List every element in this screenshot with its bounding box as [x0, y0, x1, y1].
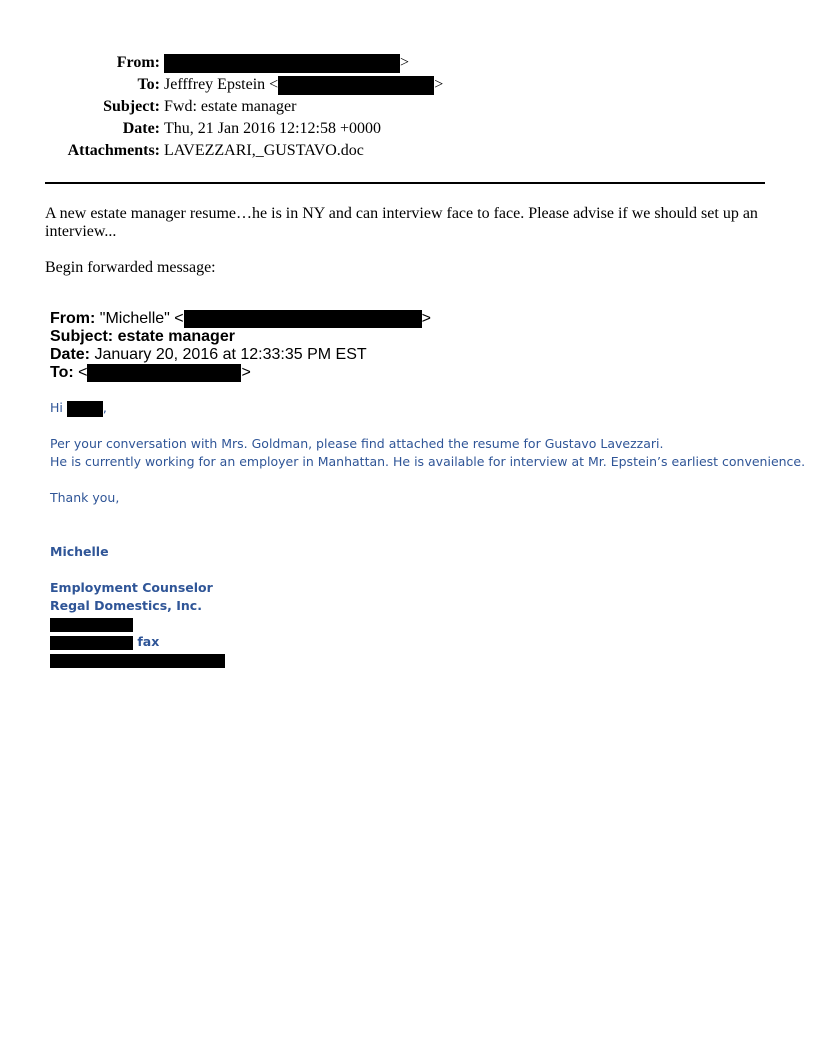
header-to-suffix: >: [434, 76, 444, 93]
header-from-value: [164, 52, 409, 74]
body-paragraph-2: Begin forwarded message:: [45, 259, 216, 276]
header-divider: [45, 182, 765, 184]
header-to-row: [0, 74, 816, 96]
body-line-2: He is currently working for an employer in Manhattan. He is available for interview at Mr. Epstein’s earliest convenience.: [50, 454, 806, 469]
forwarded-to-row: [50, 364, 251, 382]
body-line-1: Per your conversation with Mrs. Goldman, please find attached the resume for Gustavo Lavezzari.: [50, 436, 664, 451]
forwarded-from-row: [50, 310, 431, 328]
header-attachments-label: Attachments:: [67, 142, 160, 159]
body-paragraph-1: A new estate manager resume…he is in NY and can interview face to face. Please advise if we should set up an interview...: [45, 205, 758, 240]
redaction-block: [67, 401, 103, 417]
header-date-row: [0, 118, 816, 140]
forwarded-date-label: Date:: [50, 346, 91, 363]
redaction-block: [87, 364, 241, 382]
header-from-row: [0, 52, 816, 74]
forwarded-from-value: "Michelle" <: [99, 310, 184, 328]
redaction-block: [184, 310, 422, 328]
fax-label: fax: [137, 634, 160, 649]
redacted-phone: [50, 618, 133, 632]
redaction-block: [278, 76, 434, 95]
forwarded-to-label: To:: [50, 364, 74, 382]
header-date-value: Thu, 21 Jan 2016 12:12:58 +0000: [164, 120, 382, 137]
header-from-suffix: >: [400, 54, 410, 71]
forwarded-subject-label: Subject: estate manager: [50, 328, 235, 345]
fax-line: [50, 633, 159, 651]
header-attachments-value: LAVEZZARI,_GUSTAVO.doc: [164, 142, 364, 159]
signature-name: Michelle: [50, 544, 109, 559]
forwarded-date-row: [50, 346, 367, 364]
forwarded-date-value: January 20, 2016 at 12:33:35 PM EST: [94, 346, 367, 363]
header-subject-row: [0, 96, 816, 118]
thanks-line: Thank you,: [50, 490, 120, 505]
header-subject-label: Subject:: [103, 98, 160, 115]
signature-title: Employment Counselor: [50, 580, 213, 595]
greeting-text: Hi: [50, 400, 63, 415]
header-to-label: To:: [137, 76, 160, 93]
redacted-fax-number: [50, 636, 133, 650]
forwarded-to-prefix: <: [78, 364, 88, 382]
header-to-value: [164, 74, 443, 96]
redacted-email: [50, 654, 225, 668]
redaction-block: [164, 54, 400, 73]
greeting-line: [50, 399, 107, 417]
forwarded-subject-row: [50, 328, 235, 346]
greeting-suffix: ,: [102, 400, 107, 415]
header-subject-value: Fwd: estate manager: [164, 98, 297, 115]
header-attachments-row: [0, 140, 816, 162]
header-to-name: Jefffrey Epstein <: [164, 76, 279, 93]
forwarded-from-suffix: >: [421, 310, 431, 328]
header-from-label: From:: [116, 54, 160, 71]
forwarded-to-suffix: >: [241, 364, 251, 382]
forwarded-from-label: From:: [50, 310, 96, 328]
signature-company: Regal Domestics, Inc.: [50, 598, 202, 613]
header-date-label: Date:: [122, 120, 160, 137]
